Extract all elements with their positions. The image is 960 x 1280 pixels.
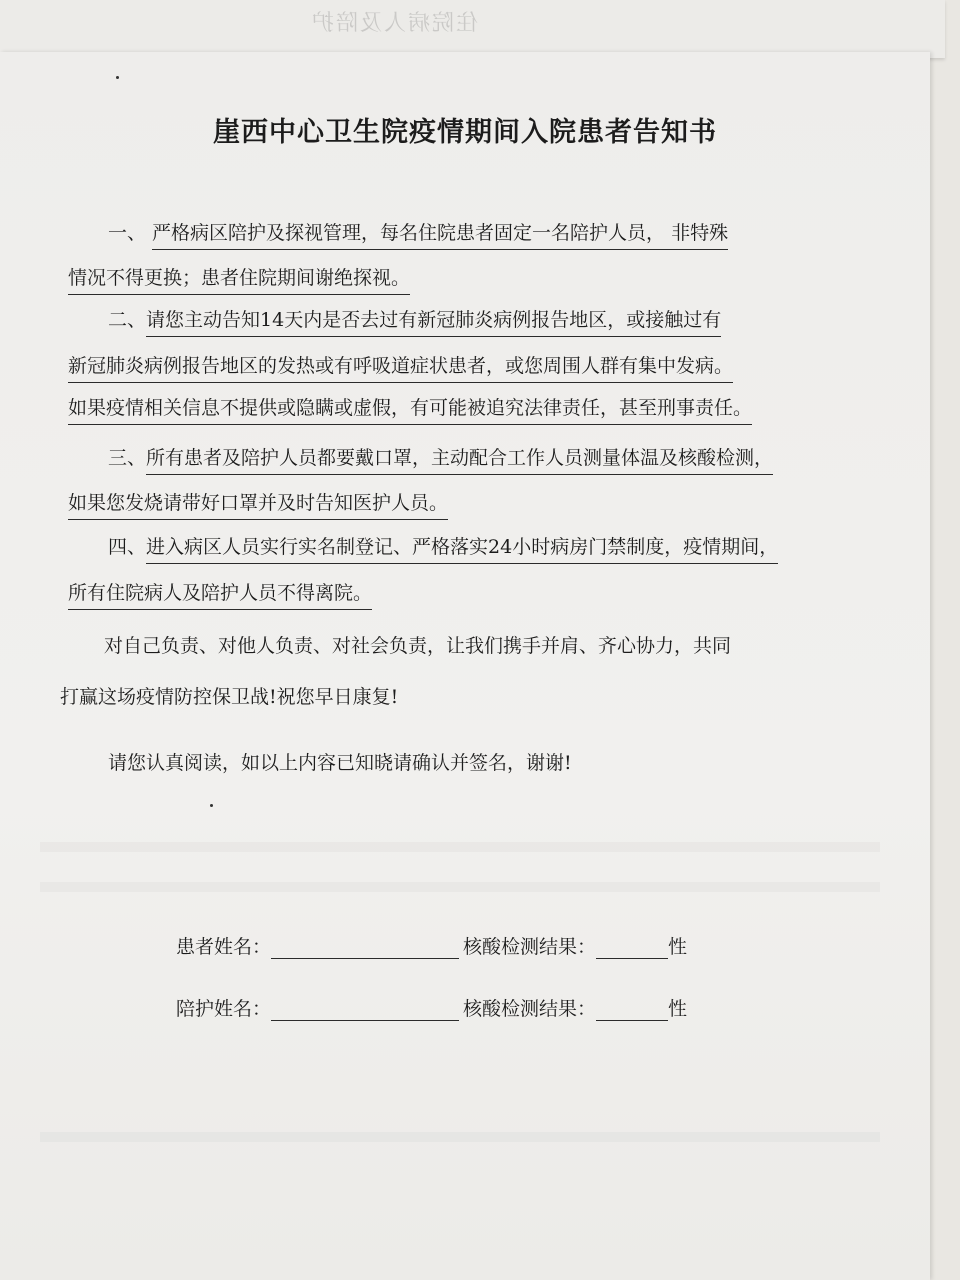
- ink-dot: [210, 804, 213, 807]
- item-2-line-2: [68, 351, 733, 383]
- item-2-line-1: [108, 305, 721, 337]
- companion-name-label: 陪护姓名：: [176, 998, 272, 1020]
- companion-result-field[interactable]: [596, 1002, 668, 1021]
- item-4-line-2: [68, 578, 372, 610]
- item-2-number: 二、: [108, 309, 147, 331]
- item-1-number: 一、: [108, 222, 153, 244]
- document-title: 崖西中心卫生院疫情期间入院患者告知书: [213, 117, 717, 148]
- item-2-line-3: [68, 393, 752, 425]
- item-3-text-cont: 如果您发烧请带好口罩并及时告知医护人员。: [68, 488, 448, 520]
- bleed-through-shade: [40, 882, 880, 892]
- item-1-line-2: [68, 263, 410, 295]
- item-4-text: 进入病区人员实行实名制登记、严格落实24小时病房门禁制度，疫情期间，: [146, 532, 778, 564]
- underlying-sheet: [0, 0, 945, 58]
- item-4-line-1: [108, 532, 778, 564]
- closing-line-1: 对自己负责、对他人负责、对社会负责，让我们携手并肩、齐心协力，共同: [104, 635, 732, 657]
- item-1-text-cont: 情况不得更换；患者住院期间谢绝探视。: [68, 263, 410, 295]
- bleed-through-text: 住院病人及陪护: [310, 11, 479, 36]
- patient-signature-row: [176, 932, 687, 959]
- patient-name-field[interactable]: [271, 940, 459, 959]
- item-4-text-cont: 所有住院病人及陪护人员不得离院。: [68, 578, 372, 610]
- item-2-text: 请您主动告知14天内是否去过有新冠肺炎病例报告地区，或接触过有: [146, 305, 721, 337]
- bleed-through-shade: [40, 842, 880, 852]
- closing-line-2: 打赢这场疫情防控保卫战!祝您早日康复!: [60, 686, 399, 708]
- patient-result-label: 核酸检测结果：: [463, 936, 597, 958]
- item-4-number: 四、: [108, 536, 147, 558]
- patient-result-suffix: 性: [668, 936, 688, 958]
- patient-result-field[interactable]: [596, 940, 668, 959]
- item-3-line-1: [108, 443, 773, 475]
- item-2-text-cont: 如果疫情相关信息不提供或隐瞒或虚假，有可能被追究法律责任，甚至刑事责任。: [68, 393, 752, 425]
- companion-name-field[interactable]: [271, 1002, 459, 1021]
- ink-dot: [116, 76, 119, 79]
- item-2-text-cont: 新冠肺炎病例报告地区的发热或有呼吸道症状患者，或您周围人群有集中发病。: [68, 351, 733, 383]
- confirmation-request: 请您认真阅读，如以上内容已知晓请确认并签名，谢谢!: [108, 752, 572, 774]
- item-3-number: 三、: [108, 447, 147, 469]
- companion-result-label: 核酸检测结果：: [463, 998, 597, 1020]
- companion-result-suffix: 性: [668, 998, 688, 1020]
- item-3-text: 所有患者及陪护人员都要戴口罩，主动配合工作人员测量体温及核酸检测，: [146, 443, 773, 475]
- bleed-through-shade: [40, 1132, 880, 1142]
- patient-name-label: 患者姓名：: [176, 936, 272, 958]
- item-1-line-1: [108, 218, 728, 250]
- item-1-text: 严格病区陪护及探视管理，每名住院患者固定一名陪护人员， 非特殊: [152, 218, 728, 250]
- item-3-line-2: [68, 488, 448, 520]
- companion-signature-row: [176, 994, 687, 1021]
